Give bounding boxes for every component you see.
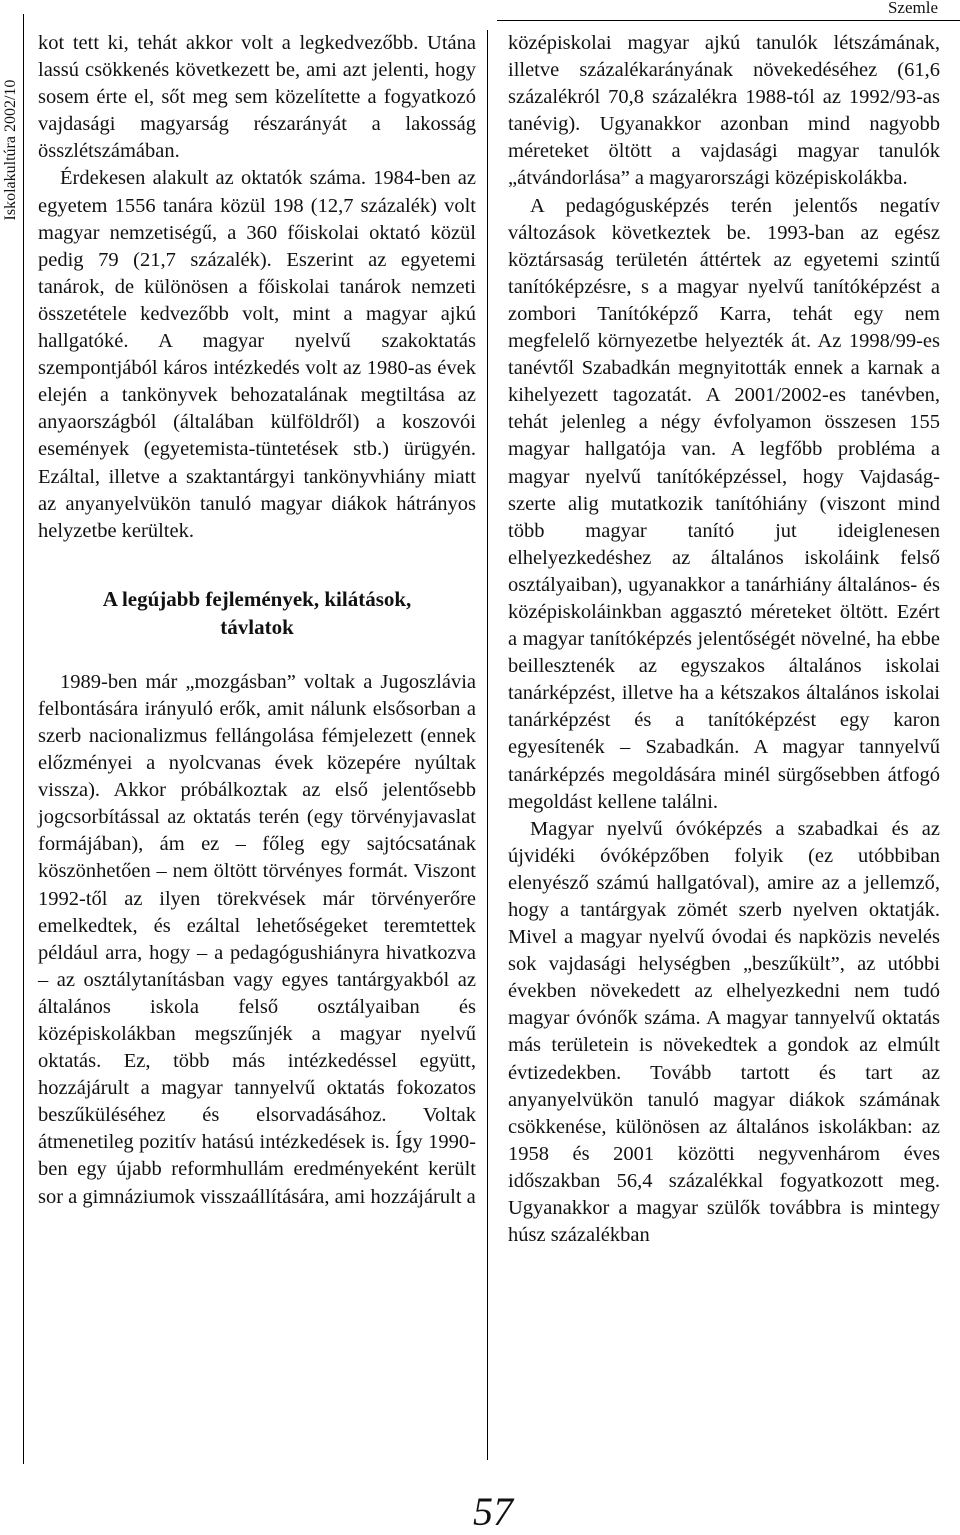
journal-label-text: Iskolakultúra 2002/10 [2, 79, 19, 221]
paragraph: Érdekesen alakult az oktatók száma. 1984-ben az egyetem 1556 tanára közül 198 (12,7 százalék) volt magyar nemzetiségű, a 360 főiskolai oktató közül pedig 79 (21,7 százalék). Eszerint az egyetemi tanárok, de különösen a főiskolai tanárok nemzeti összetétele kedvezőbb volt, mint a magyar ajkú hallgatóké. A magyar nyelvű szakoktatás szempontjából káros intézkedés volt az 1980-as évek elején a tankönyvek behozatalának megtiltása az anyaországból (általában külföldről) a koszovói események (egyetemista-tüntetések stb.) ürügyén. Ezáltal, illetve a szaktantárgyi tankönyvhiány miatt az anyanyelvükön tanuló magyar diákok hátrányos helyzetbe kerültek. [38, 167, 476, 542]
left-column [38, 30, 476, 1211]
header-rule [497, 20, 960, 21]
margin-rule [23, 14, 24, 1464]
journal-label [0, 0, 22, 300]
right-column [508, 30, 940, 1249]
paragraph: 1989-ben már „mozgásban” voltak a Jugoszlávia felbontására irányuló erők, amit nálunk elsősorban a szerb nacionalizmus fellángolása fémjelezett (ennek előzményei a nyolcvanas évek közepére nyúltak vissza). Akkor próbálkoztak az első jelentősebb jogcsorbítással az oktatás terén (egy törvényjavaslat formájában), ám ez – főleg egy sajtócsatának köszönhetően – nem öltött törvényes formát. Viszont 1992-től az ilyen törekvések már törvényerőre emelkedtek, és ezáltal lehetőségeket teremtettek például arra, hogy – a pedagógushiányra hivatkozva – az osztálytanításban vagy egyes tantárgyakból az általános iskola felső osztályaiban és középiskolákban megszűnjék a magyar nyelvű oktatás. Ez, több más intézkedéssel együtt, hozzájárult a magyar tannyelvű oktatás fokozatos beszűküléséhez és elsorvadásához. Voltak átmenetileg pozitív hatású intézkedések is. Így 1990-ben egy újabb reformhullám eredményeként került sor a gimnáziumok visszaállítására, ami hozzájárult a [38, 670, 476, 1208]
section-label: Szemle [887, 0, 938, 17]
section-heading: A legújabb fejlemények, kilátások, távlatok [102, 586, 412, 639]
paragraph: Magyar nyelvű óvóképzés a szabadkai és az újvidéki óvóképzőben folyik (ez utóbbiban elenyésző számú hallgatóval), amire az a jellemző, hogy a tantárgyak zömét szerb nyelven oktatják. Mivel a magyar nyelvű óvodai és napközis nevelés sok vajdasági helységben „beszűkült”, az utóbbi években növekedett az elhelyezkedni nem tudó magyar óvónők száma. A magyar tannyelvű oktatás más területein is növekedtek a gondok az elmúlt évtizedekben. Tovább tartott és tart az anyanyelvükön tanuló magyar diákok számának csökkenése, különösen az általános iskolákban: az 1958 és 2001 közötti negyvenhárom éves időszakban 56,4 százalékkal fogyatkozott meg. Ugyanakkor a magyar szülők továbbra is mintegy húsz százalékban [508, 817, 940, 1247]
page-number: 57 [473, 1489, 513, 1534]
paragraph: középiskolai magyar ajkú tanulók létszámának, illetve százalékarányának növekedéséhez (61,6 százalékról 70,8 százalékra 1988-tól az 1992/93-as tanévig). Ugyanakkor azonban mind nagyobb méreteket öltött a vajdasági magyar tanulók „átvándorlása” a magyarországi középiskolákba. [508, 32, 940, 190]
paragraph: A pedagógusképzés terén jelentős negatív változások következtek be. 1993-ban az egész köztársaság területén áttértek az egyetemi szintű tanítóképzésre, s a magyar nyelvű tanítóképzést a zombori Tanítóképző Karra, tehát egy nem megfelelő környezetbe helyezték át. Az 1998/99-es tanévtől Szabadkán megnyitották ennek a karnak a kihelyezett tagozatát. A 2001/2002-es tanévben, tehát jelenleg a négy évfolyamon összesen 155 magyar hallgatója van. A legfőbb probléma a magyar nyelvű tanítóképzéssel, hogy Vajdaság-szerte alig mutatkozik tanítóhiány (viszont mind több magyar tanító jut ideiglenesen elhelyezkedéshez az általános iskoláink felső osztályaiban), ugyanakkor a tanárhiány általános- és középiskoláinkban aggasztó méreteket öltött. Ezért a magyar tanítóképzés jelentőségét növelné, ha ebbe beillesztenék az egyszakos általános iskolai tanárképzést, illetve ha a kétszakos általános iskolai tanárképzést és a tanítóképzést egy karon egyesítenék – Szabadkán. A magyar tannyelvű tanárképzés megoldására minél sürgősebben átfogó megoldást kellene találni. [508, 194, 940, 813]
paragraph: kot tett ki, tehát akkor volt a legkedvezőbb. Utána lassú csökkenés következett be, ami azt jelenti, hogy sosem érte el, sőt meg sem közelítette a fogyatkozó vajdasági magyarság részarányát a lakosság összlétszámában. [38, 32, 476, 163]
column-divider [487, 30, 488, 1460]
